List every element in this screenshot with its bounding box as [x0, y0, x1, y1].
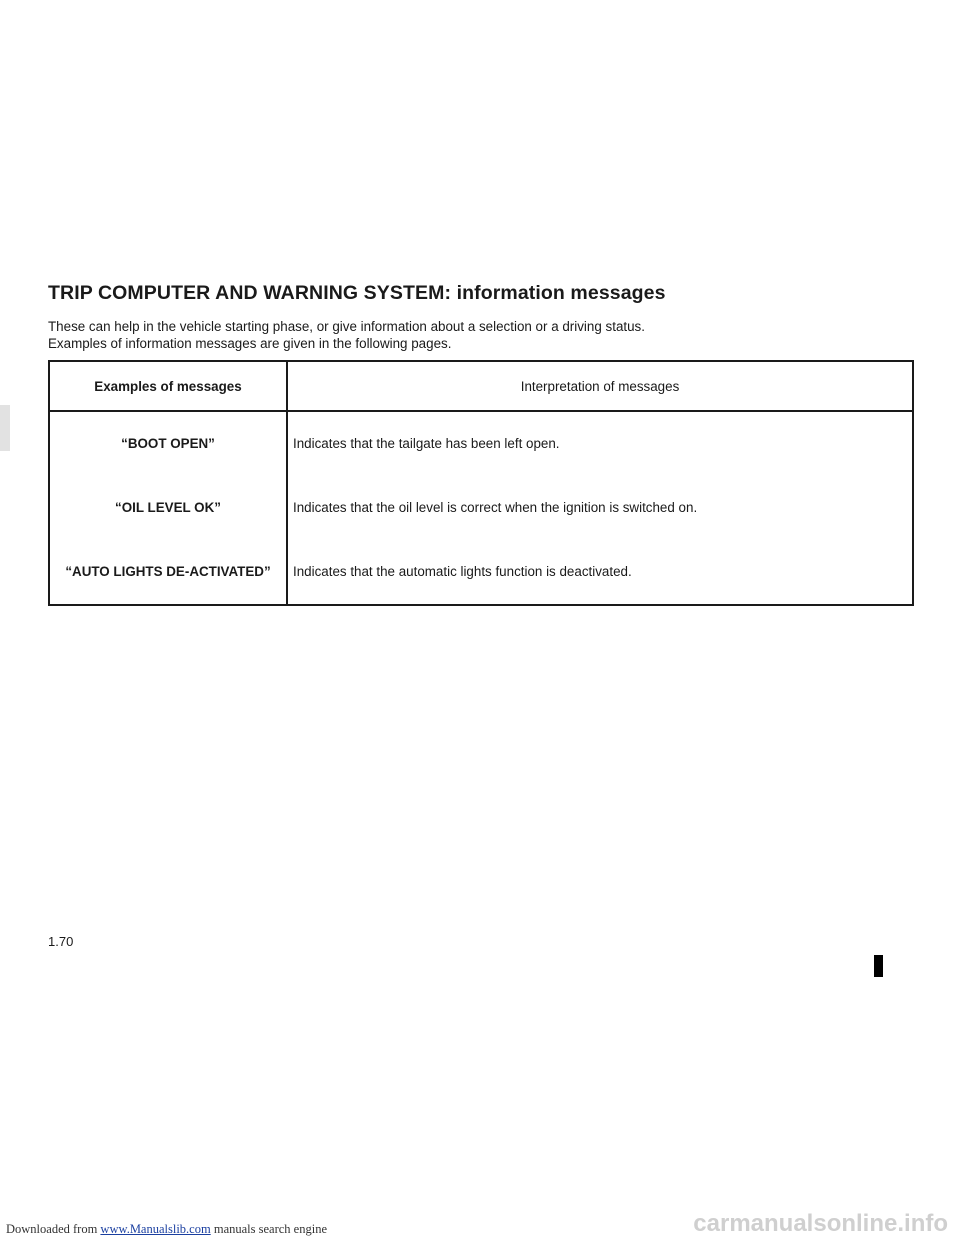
table-row — [49, 540, 913, 605]
page-number: 1.70 — [48, 934, 74, 949]
intro-text — [48, 318, 645, 352]
intro-line-1: These can help in the vehicle starting phase, or give information about a selection or a driving status. — [48, 319, 645, 334]
column-header-interpretation: Interpretation of messages — [287, 361, 913, 411]
watermark-text: carmanualsonline.info — [693, 1210, 948, 1237]
footer-suffix: manuals search engine — [210, 1222, 327, 1236]
message-example: “AUTO LIGHTS DE-ACTIVATED” — [49, 540, 287, 605]
page-edge-mark — [874, 955, 883, 977]
footer-prefix: Downloaded from — [6, 1222, 101, 1236]
message-interpretation: Indicates that the automatic lights function is deactivated. — [293, 564, 632, 579]
table-row — [49, 411, 913, 476]
page-title: TRIP COMPUTER AND WARNING SYSTEM: information messages — [48, 282, 666, 304]
message-interpretation: Indicates that the tailgate has been left open. — [293, 436, 560, 451]
column-header-messages: Examples of messages — [49, 361, 287, 411]
messages-table — [48, 360, 914, 606]
table-header-row — [49, 361, 913, 411]
message-example: “BOOT OPEN” — [49, 411, 287, 476]
message-example: “OIL LEVEL OK” — [49, 476, 287, 540]
message-interpretation: Indicates that the oil level is correct when the ignition is switched on. — [293, 500, 698, 515]
intro-line-2: Examples of information messages are given in the following pages. — [48, 336, 452, 351]
download-footer — [6, 1222, 327, 1237]
manualslib-link[interactable]: www.Manualslib.com — [100, 1222, 211, 1236]
section-tab-marker — [0, 405, 10, 451]
table-row — [49, 476, 913, 540]
